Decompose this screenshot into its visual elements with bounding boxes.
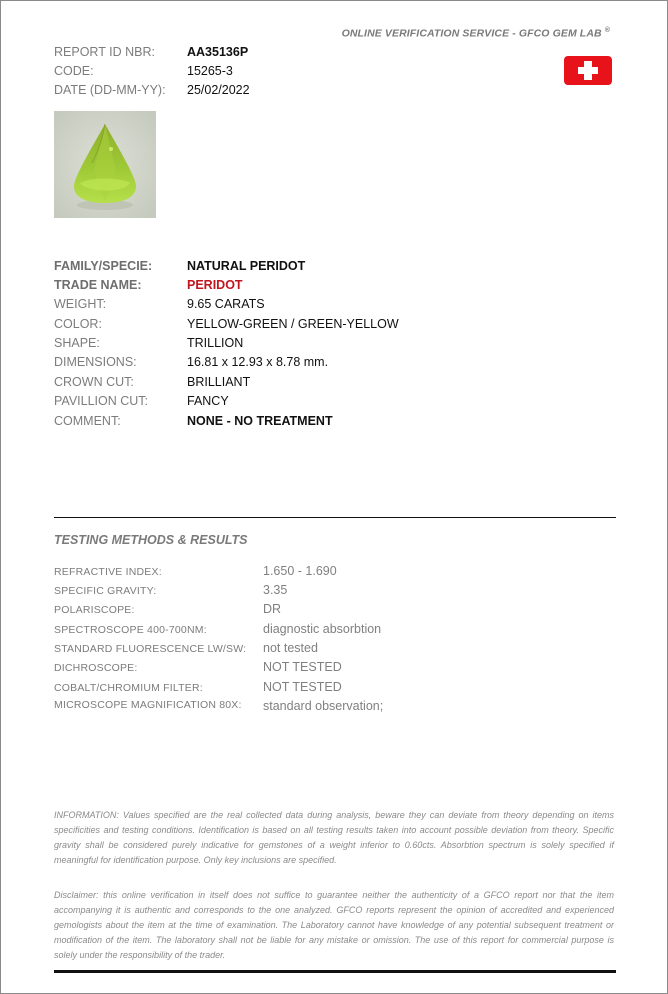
detail-label-crown-cut: CROWN CUT: bbox=[54, 375, 134, 389]
gem-photo bbox=[54, 111, 156, 218]
detail-label-family: FAMILY/SPECIE: bbox=[54, 259, 153, 273]
test-value-microscope: standard observation; bbox=[263, 699, 384, 713]
test-value-specific-gravity: 3.35 bbox=[263, 583, 288, 597]
test-label-cobalt-filter: COBALT/CHROMIUM FILTER: bbox=[54, 682, 203, 694]
swiss-flag-icon bbox=[564, 56, 612, 85]
test-value-cobalt-filter: NOT TESTED bbox=[263, 680, 342, 694]
detail-label-color: COLOR: bbox=[54, 317, 102, 331]
test-label-dichroscope: DICHROSCOPE: bbox=[54, 662, 138, 674]
detail-label-weight: WEIGHT: bbox=[54, 297, 107, 311]
service-title bbox=[342, 27, 610, 40]
detail-value-pavillion-cut: FANCY bbox=[187, 394, 229, 408]
test-label-refractive-index: REFRACTIVE INDEX: bbox=[54, 566, 162, 578]
detail-label-dimensions: DIMENSIONS: bbox=[54, 355, 137, 369]
detail-value-shape: TRILLION bbox=[187, 336, 244, 350]
flag-cross-horizontal bbox=[578, 67, 598, 74]
test-value-fluorescence: not tested bbox=[263, 641, 318, 655]
detail-label-trade-name: TRADE NAME: bbox=[54, 278, 142, 292]
test-value-spectroscope: diagnostic absorbtion bbox=[263, 622, 382, 636]
detail-value-crown-cut: BRILLIANT bbox=[187, 375, 251, 389]
code-label: CODE: bbox=[54, 64, 94, 78]
footer-divider bbox=[54, 970, 616, 973]
detail-label-comment: COMMENT: bbox=[54, 414, 121, 428]
registered-mark: ® bbox=[604, 27, 610, 34]
report-id-value: AA35136P bbox=[187, 45, 249, 59]
date-label: DATE (DD-MM-YY): bbox=[54, 83, 166, 97]
detail-label-pavillion-cut: PAVILLION CUT: bbox=[54, 394, 149, 408]
detail-value-color: YELLOW-GREEN / GREEN-YELLOW bbox=[187, 317, 399, 331]
detail-value-weight: 9.65 CARATS bbox=[187, 297, 265, 311]
date-value: 25/02/2022 bbox=[187, 83, 250, 97]
test-value-refractive-index: 1.650 - 1.690 bbox=[263, 564, 337, 578]
test-label-spectroscope: SPECTROSCOPE 400-700NM: bbox=[54, 624, 207, 636]
test-value-dichroscope: NOT TESTED bbox=[263, 660, 342, 674]
report-id-label: REPORT ID NBR: bbox=[54, 45, 155, 59]
code-value: 15265-3 bbox=[187, 64, 233, 78]
information-note: INFORMATION: Values specified are the real collected data during analysis, beware they can deviate from theory depending on items specificities and testing conditions. Identification is based on all testing results taken into account possible deviation from theory. Specific gravity shall be considered purely indicative for gemstones of a weight inferior to 0.60cts. Absorbtion spectrum is solely specified if meaningful for identification purpose. Only key inclusions are specified. bbox=[54, 810, 614, 866]
detail-value-family: NATURAL PERIDOT bbox=[187, 259, 306, 273]
test-label-fluorescence: STANDARD FLUORESCENCE LW/SW: bbox=[54, 643, 247, 655]
detail-value-dimensions: 16.81 x 12.93 x 8.78 mm. bbox=[187, 355, 329, 369]
section-divider bbox=[54, 517, 616, 518]
test-value-polariscope: DR bbox=[263, 602, 282, 616]
test-label-polariscope: POLARISCOPE: bbox=[54, 604, 135, 616]
detail-value-trade-name: PERIDOT bbox=[187, 278, 243, 292]
detail-value-comment: NONE - NO TREATMENT bbox=[187, 414, 333, 428]
disclaimer-note: Disclaimer: this online verification in itself does not suffice to guarantee neither the authenticity of a GFCO report nor that the item accompanying it is authentic and corresponds to the one analyzed. GFCO reports represent the opinion of accredited and experienced gemologists about the item at the time of examination. The Laboratory cannot have knowledge of any potential subsequent treatment or modification of the item. The laboratory shall not be liable for any mistake or omission. The use of this report for commercial purpose is solely under the responsibility of the trader. bbox=[54, 890, 614, 961]
test-label-microscope: MICROSCOPE MAGNIFICATION 80X: bbox=[54, 699, 242, 711]
service-title-text: ONLINE VERIFICATION SERVICE - GFCO GEM LAB bbox=[341, 27, 602, 40]
detail-label-shape: SHAPE: bbox=[54, 336, 100, 350]
gemstone-icon bbox=[54, 111, 156, 218]
test-label-specific-gravity: SPECIFIC GRAVITY: bbox=[54, 585, 157, 597]
testing-section-title: TESTING METHODS & RESULTS bbox=[54, 533, 248, 547]
